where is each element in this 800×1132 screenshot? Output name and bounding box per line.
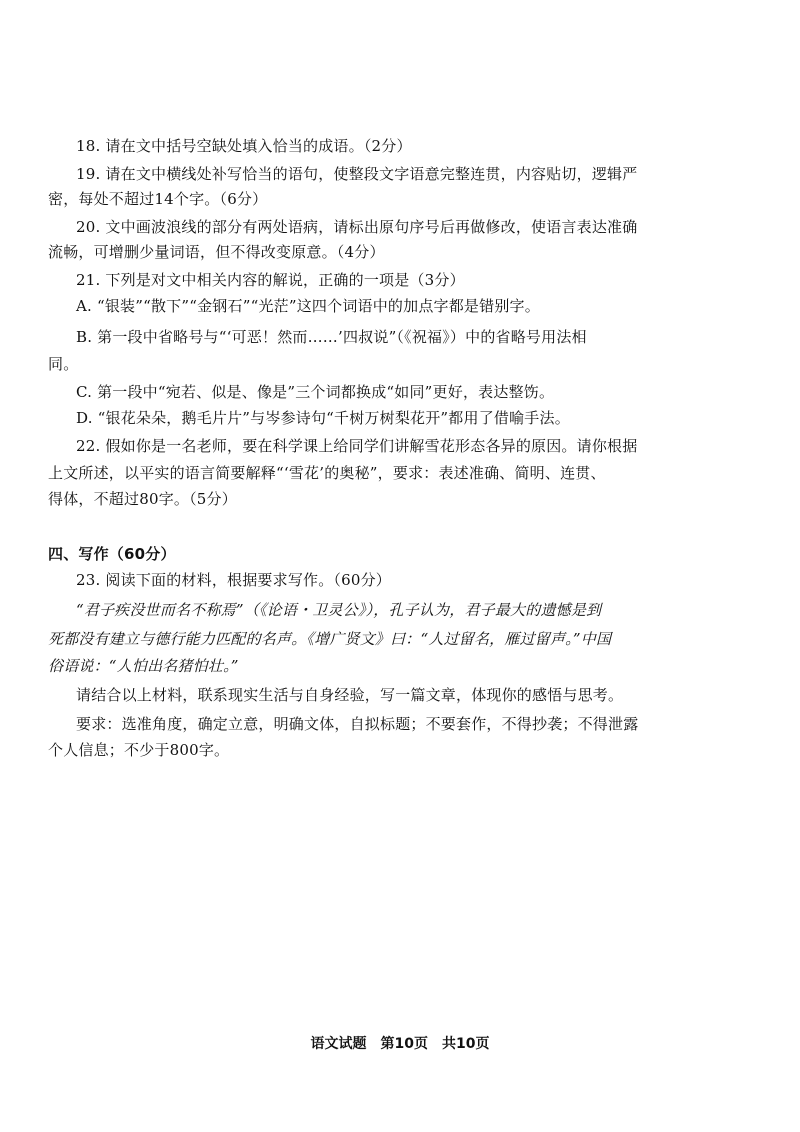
material-line-2: 死都没有建立与德行能力匹配的名声。《增广贤文》曰：“人过留名，雁过留声。”中国 [48,630,612,648]
material-line-3: 俗语说：“人怕出名猪怕壮。” [48,657,239,675]
question-21-option-b-line-1: B. 第一段中省略号与“‘可恶！然而……’四叔说”（《祝福》）中的省略号用法相 [76,328,587,346]
writing-requirements-line-2: 个人信息；不少于800字。 [48,741,230,759]
question-22-line-1: 22. 假如你是一名老师，要在科学课上给同学们讲解雪花形态各异的原因。请你根据 [76,437,638,455]
question-19-line-2: 密，每处不超过14个字。（6分） [48,190,268,208]
page-footer: 语文试题 第10页 共10页 [310,1036,490,1052]
material-line-1: “君子疾没世而名不称焉”（《论语・卫灵公》），孔子认为，君子最大的遗憾是到 [76,601,602,619]
question-20-line-2: 流畅，可增删少量词语，但不得改变原意。（4分） [48,243,385,261]
question-19-line-1: 19. 请在文中横线处补写恰当的语句，使整段文字语意完整连贯，内容贴切，逻辑严 [76,165,638,183]
question-21: 21. 下列是对文中相关内容的解说，正确的一项是（3分） [76,271,465,289]
section-heading-writing: 四、写作（60分） [48,545,176,563]
question-21-option-d: D. “银花朵朵，鹅毛片片”与岑参诗句“千树万树梨花开”都用了借喻手法。 [76,409,570,427]
writing-instruction: 请结合以上材料，联系现实生活与自身经验，写一篇文章，体现你的感悟与思考。 [76,686,624,704]
writing-requirements-line-1: 要求：选准角度，确定立意，明确文体，自拟标题；不要套作，不得抄袭；不得泄露 [76,715,639,733]
question-20-line-1: 20. 文中画波浪线的部分有两处语病，请标出原句序号后再做修改，使语言表达准确 [76,218,638,236]
question-22-line-3: 得体，不超过80字。（5分） [48,490,237,508]
question-21-option-c: C. 第一段中“宛若、似是、像是”三个词都换成“如同”更好，表达整饬。 [76,383,555,401]
question-18: 18. 请在文中括号空缺处填入恰当的成语。（2分） [76,137,412,155]
question-21-option-b-line-2: 同。 [48,355,79,373]
question-21-option-a: A. “银装”“散下”“金钢石”“光茫”这四个词语中的加点字都是错别字。 [76,297,540,315]
question-23: 23. 阅读下面的材料，根据要求写作。（60分） [76,571,392,589]
question-22-line-2: 上文所述，以平实的语言简要解释“‘雪花’的奥秘”，要求：表述准确、简明、连贯、 [48,464,606,482]
